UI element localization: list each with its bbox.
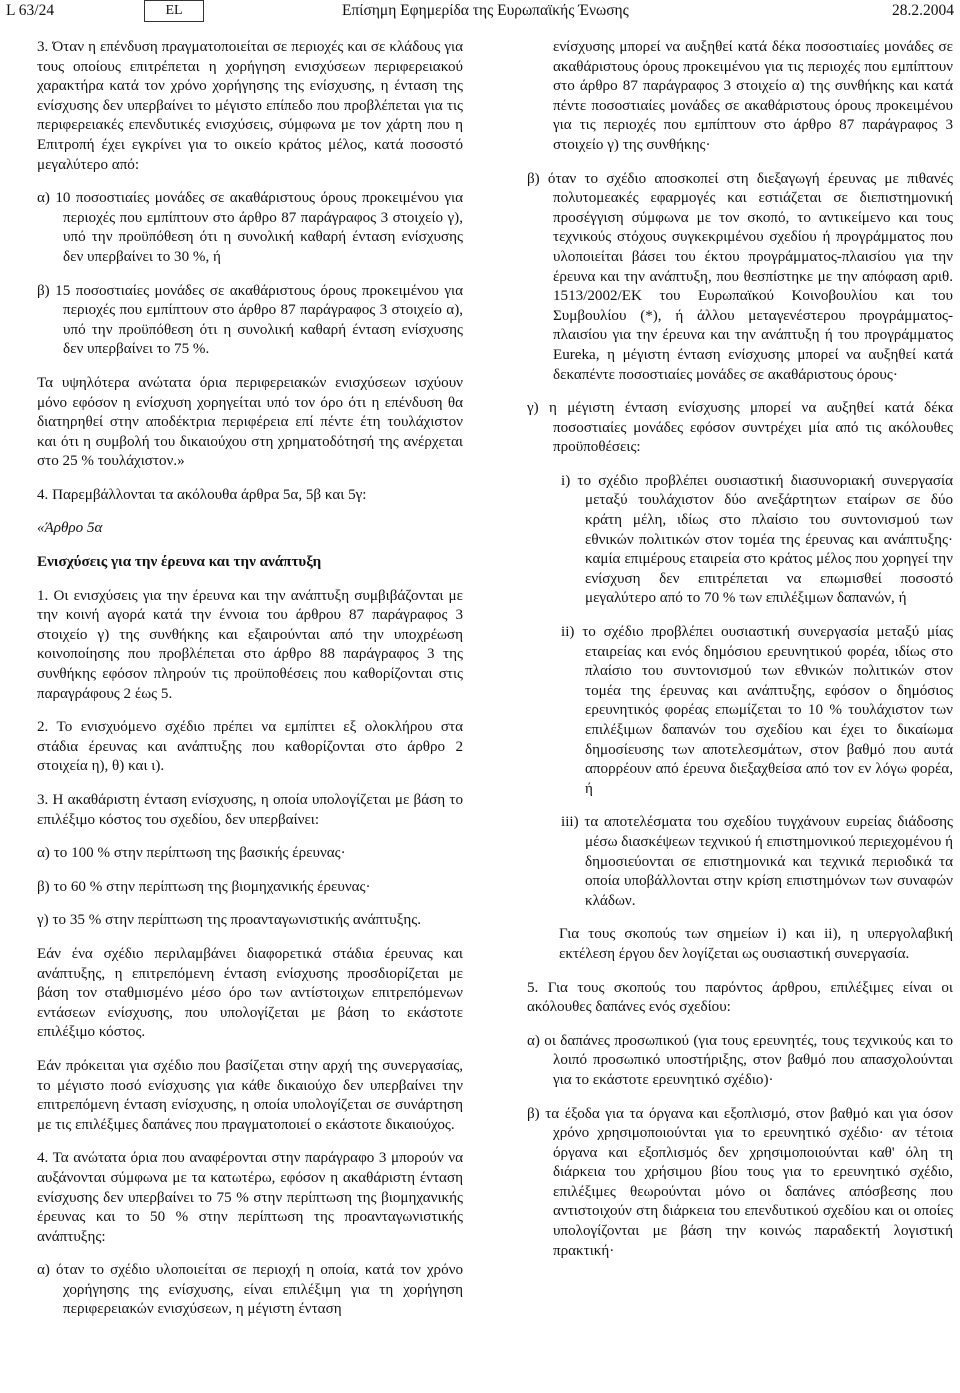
article-heading: «Άρθρο 5α — [37, 520, 103, 537]
list-item: α) το 100 % στην περίπτωση της βασικής έρευνας· — [37, 845, 346, 862]
paragraph: 4. Τα ανώτατα όρια που αναφέρονται στην παράγραφο 3 μπορούν να αυξάνονται σύμφωνα με τα κατωτέρω, εφόσον η ακαθάριστη ένταση ενίσχυσης δεν υπερβαίνει το 75 % στην περίπτωση της βιομηχανικής έρευνας και το 50 % στην περίπτωση της προανταγωνιστικής ανάπτυξης: — [37, 1150, 463, 1245]
list-item: α) οι δαπάνες προσωπικού (για τους ερευνητές, τους τεχνικούς και το λοιπό προσωπικό υποστήριξης, στον βαθμό που απασχολούνται για το εκάστοτε ερευνητικό σχέδιο)· — [527, 1032, 953, 1088]
paragraph: Τα υψηλότερα ανώτατα όρια περιφερειακών ενισχύσεων ισχύουν μόνο εφόσον η ενίσχυση χορηγείται υπό τον όρο ότι η επένδυση θα διατηρηθεί στην αποδέκτρια περιφέρεια επί πέντε έτη τουλάχιστον και ότι η συμβολή του δικαιούχου στη χρηματοδότησή της ανέρχεται στο 25 % τουλάχιστον.» — [37, 374, 463, 470]
page-header — [6, 0, 954, 24]
list-item: α) 10 ποσοστιαίες μονάδες σε ακαθάριστους όρους προκειμένου για περιοχές που εμπίπτουν στο άρθρο 87 παράγραφος 3 στοιχείο γ), υπό την προϋπόθεση ότι η συνολική καθαρή ένταση ενίσχυσης δεν υπερβαίνει το 30 %, ή — [37, 190, 463, 265]
paragraph: ενίσχυσης μπορεί να αυξηθεί κατά δέκα ποσοστιαίες μονάδες σε ακαθάριστους όρους προκειμένου για τις περιοχές που εμπίπτουν στο άρθρο 87 παράγραφος 3 στοιχείο α) της συνθήκης και κατά πέντε ποσοστιαίες μονάδες σε ακαθάριστους όρους προκειμένου για τις περιοχές που εμπίπτουν στο άρθρο 87 παράγραφος 3 στοιχείο γ) της συνθήκης· — [553, 39, 953, 153]
publication-date: 28.2.2004 — [892, 2, 954, 19]
list-item: ii) το σχέδιο προβλέπει ουσιαστική συνεργασία μεταξύ μίας εταιρείας και ενός δημόσιου ερευνητικού φορέα, ιδίως στο πλαίσιο του συντονισμού των εθνικών πολιτικών στον τομέα της έρευνας και ανάπτυξης, εφόσον ο δημόσιος ερευνητικός φορέας επωμίζεται το 10 % τουλάχιστον των επιλέξιμων δαπανών του σχεδίου και έχει το δικαίωμα δημοσίευσης των αποτελεσμάτων, στον βαθμό που αυτά απορρέουν από έρευνα διεξαχθείσα από τον εν λόγω φορέα, ή — [561, 624, 953, 797]
list-item: i) το σχέδιο προβλέπει ουσιαστική διασυνοριακή συνεργασία μεταξύ τουλάχιστον δύο ανεξάρτητων εταίρων σε δύο κράτη μέλη, ιδίως στο πλαίσιο του συντονισμού των εθνικών πολιτικών στον τομέα της έρευνας και ανάπτυξης· καμία επιμέρους εταιρεία στο κράτος μέλος που χορηγεί την ενίσχυση δεν επιτρέπεται να επωμισθεί ποσοστό μεγαλύτερο από το 70 % των επιλέξιμων δαπανών, ή — [561, 472, 953, 607]
left-column — [37, 38, 463, 1334]
list-item: β) όταν το σχέδιο αποσκοπεί στη διεξαγωγή έρευνας με πιθανές πολυτομεακές εφαρμογές και εστιάζεται σε διεπιστημονική προσέγγιση σύμφωνα με τον σκοπό, το αντικείμενο και τους τεχνικούς στόχους συγκεκριμένου σχεδίου ή προγράμματος που υλοποιείται βάσει του έκτου προγράμματος-πλαισίου για την έρευνα και την ανάπτυξη, που θεσπίστηκε με την απόφαση αριθ. 1513/2002/ΕΚ του Ευρωπαϊκού Κοινοβουλίου και του Συμβουλίου (*), ή άλλου μεταγενέστερου προγράμματος-πλαισίου για την έρευνα και την ανάπτυξη ή του προγράμματος Eureka, η μέγιστη ένταση ενίσχυσης μπορεί να αυξηθεί κατά δεκαπέντε ποσοστιαίες μονάδες σε ακαθάριστους όρους· — [527, 170, 953, 383]
list-item: β) το 60 % στην περίπτωση της βιομηχανικής έρευνας· — [37, 878, 371, 895]
language-code-box: EL — [144, 0, 204, 22]
paragraph: 3. Όταν η επένδυση πραγματοποιείται σε περιοχές και σε κλάδους για τους οποίους επιτρέπεται η χορήγηση ενισχύσεων περιφερειακού χαρακτήρα κατά τον χρόνο χορήγησης της ενίσχυσης, η ένταση της ενίσχυσης δεν υπερβαίνει το μέγιστο επίπεδο που προβλέπεται για τις περιφερειακές επενδυτικές ενισχύσεις, σύμφωνα με τον χάρτη που η Επιτροπή έχει εγκρίνει για το οικείο κράτος μέλος, κατά ποσοστό μεγαλύτερο από: — [37, 39, 463, 173]
paragraph: 5. Για τους σκοπούς του παρόντος άρθρου, επιλέξιμες είναι οι ακόλουθες δαπάνες ενός σχεδίου: — [527, 979, 953, 1016]
paragraph: Εάν πρόκειται για σχέδιο που βασίζεται στην αρχή της συνεργασίας, το μέγιστο ποσό ενίσχυσης για κάθε δικαιούχο δεν υπερβαίνει την επιτρεπόμενη ένταση ενίσχυσης, η οποία υπολογίζεται σε συνάρτηση με τις επιλέξιμες δαπάνες που πραγματοποιεί ο εκάστοτε δικαιούχος. — [37, 1057, 463, 1133]
page-reference: L 63/24 — [6, 2, 55, 19]
paragraph: 3. Η ακαθάριστη ένταση ενίσχυσης, η οποία υπολογίζεται με βάση το επιλέξιμο κόστος του σχεδίου, δεν υπερβαίνει: — [37, 792, 463, 828]
list-item: β) τα έξοδα για τα όργανα και εξοπλισμό, στον βαθμό και για όσον χρόνο χρησιμοποιούνται για το ερευνητικό σχέδιο· αν τέτοια όργανα και εξοπλισμός δεν χρησιμοποιούνται καθ' όλη τη διάρκεια του χρήσιμου βίου τους για το ερευνητικό σχέδιο, επιλέξιμες θεωρούνται μόνο οι δαπάνες απόσβεσης που αντιστοιχούν στη διάρκεια του επενδυτικού σχεδίου και οι οποίες υπολογίζονται με βάση την κοινώς παραδεκτή λογιστική πρακτική· — [527, 1105, 953, 1259]
paragraph: Εάν ένα σχέδιο περιλαμβάνει διαφορετικά στάδια έρευνας και ανάπτυξης, η επιτρεπόμενη ένταση ενίσχυσης προσδιορίζεται με βάση τον σταθμισμένο μέσο όρο των αντίστοιχων επιτρεπόμενων εντάσεων ενίσχυσης, που υπολογίζεται με βάση το εκάστοτε επιλέξιμο κόστος. — [37, 945, 463, 1041]
paragraph: Για τους σκοπούς των σημείων i) και ii), η υπεργολαβική εκτέλεση έργου δεν λογίζεται ως ουσιαστική συνεργασία. — [559, 926, 953, 962]
list-item: γ) η μέγιστη ένταση ενίσχυσης μπορεί να αυξηθεί κατά δέκα ποσοστιαίες μονάδες εφόσον συντρέχει μία από τις ακόλουθες προϋποθέσεις: — [527, 400, 953, 456]
list-item: γ) το 35 % στην περίπτωση της προανταγωνιστικής ανάπτυξης. — [37, 912, 422, 929]
list-item: α) όταν το σχέδιο υλοποιείται σε περιοχή η οποία, κατά τον χρόνο χορήγησης της ενίσχυσης, είναι επιλέξιμη για τη χορήγηση περιφερειακών ενισχύσεων, η μέγιστη ένταση — [37, 1262, 463, 1318]
paragraph: 4. Παρεμβάλλονται τα ακόλουθα άρθρα 5α, 5β και 5γ: — [37, 486, 367, 503]
list-item: β) 15 ποσοστιαίες μονάδες σε ακαθάριστους όρους προκειμένου για περιοχές που εμπίπτουν στο άρθρο 87 παράγραφος 3 στοιχείο α), υπό την προϋπόθεση ότι η συνολική καθαρή ένταση ενίσχυσης δεν υπερβαίνει το 75 %. — [37, 282, 463, 358]
paragraph: 1. Οι ενισχύσεις για την έρευνα και την ανάπτυξη συμβιβάζονται με την κοινή αγορά κατά την έννοια του άρθρου 87 παράγραφος 3 στοιχείο γ) της συνθήκης και εξαιρούνται από την υποχρέωση κοινοποίησης που προβλέπεται στο άρθρο 88 παράγραφος 3 της συνθήκης εφόσον πληρούν τις προϋποθέσεις που καθορίζονται στις παραγράφους 2 έως 5. — [37, 587, 463, 702]
paragraph: 2. Το ενισχυόμενο σχέδιο πρέπει να εμπίπτει εξ ολοκλήρου στα στάδια έρευνας και ανάπτυξης που καθορίζονται στο άρθρο 2 στοιχεία η), θ) και ι). — [37, 719, 463, 775]
journal-title: Επίσημη Εφημερίδα της Ευρωπαϊκής Ένωσης — [342, 2, 629, 19]
right-column — [527, 38, 953, 1275]
list-item: iii) τα αποτελέσματα του σχεδίου τυγχάνουν ευρείας διάδοσης μέσω διασκέψεων τεχνικού ή επιστημονικού περιεχομένου ή δημοσιεύονται σε επιστημονικά και τεχνικά περιοδικά τα οποία υποβάλλονται στην κρίση επιστημόνων των συναφών κλάδων. — [561, 814, 953, 909]
article-title: Ενισχύσεις για την έρευνα και την ανάπτυξη — [37, 554, 322, 571]
